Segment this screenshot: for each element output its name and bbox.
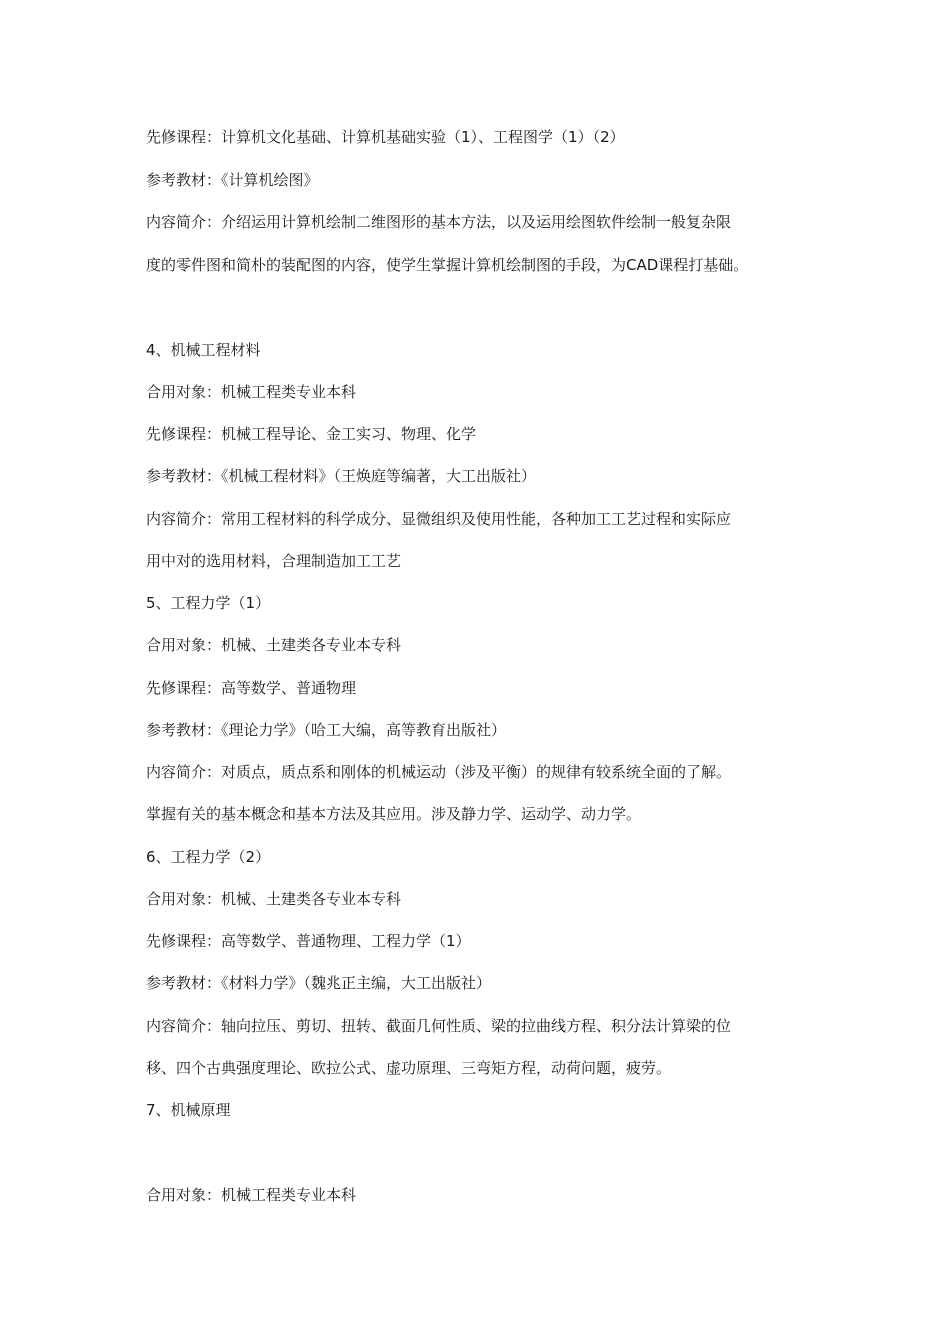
summary-continuation-line: 度的零件图和简朴的装配图的内容，使学生掌握计算机绘制图的手段，为CAD课程打基础。 xyxy=(146,256,749,274)
audience-line: 合用对象：机械、土建类各专业本专科 xyxy=(146,636,402,654)
textbook-line: 参考教材：《机械工程材料》（王焕庭等编著，大工出版社） xyxy=(146,467,537,485)
summary-line: 内容简介：对质点，质点系和刚体的机械运动（涉及平衡）的规律有较系统全面的了解。 xyxy=(146,763,732,781)
textbook-line: 参考教材：《计算机绘图》 xyxy=(146,171,319,189)
summary-line: 内容简介：常用工程材料的科学成分、显微组织及使用性能，各种加工工艺过程和实际应 xyxy=(146,510,732,528)
audience-line: 合用对象：机械工程类专业本科 xyxy=(146,383,357,401)
audience-line: 合用对象：机械工程类专业本科 xyxy=(146,1186,357,1204)
textbook-line: 参考教材：《材料力学》（魏兆正主编，大工出版社） xyxy=(146,974,492,992)
audience-line: 合用对象：机械、土建类各专业本专科 xyxy=(146,890,402,908)
course-heading: 7、机械原理 xyxy=(146,1101,231,1119)
prerequisite-line: 先修课程：计算机文化基础、计算机基础实验（1）、工程图学（1）（2） xyxy=(146,128,625,146)
summary-continuation-line: 移、四个古典强度理论、欧拉公式、虚功原理、三弯矩方程，动荷问题，疲劳。 xyxy=(146,1059,672,1077)
summary-continuation-line: 掌握有关的基本概念和基本方法及其应用。涉及静力学、运动学、动力学。 xyxy=(146,805,642,823)
summary-line: 内容简介：轴向拉压、剪切、扭转、截面几何性质、梁的拉曲线方程、积分法计算梁的位 xyxy=(146,1017,732,1035)
summary-line: 内容简介：介绍运用计算机绘制二维图形的基本方法，以及运用绘图软件绘制一般复杂限 xyxy=(146,213,732,231)
prerequisite-line: 先修课程：高等数学、普通物理、工程力学（1） xyxy=(146,932,471,950)
textbook-line: 参考教材：《理论力学》（哈工大编，高等教育出版社） xyxy=(146,721,507,739)
course-heading: 5、工程力学（1） xyxy=(146,594,271,612)
summary-continuation-line: 用中对的选用材料，合理制造加工工艺 xyxy=(146,552,402,570)
course-heading: 4、机械工程材料 xyxy=(146,341,261,359)
prerequisite-line: 先修课程：高等数学、普通物理 xyxy=(146,679,357,697)
prerequisite-line: 先修课程：机械工程导论、金工实习、物理、化学 xyxy=(146,425,477,443)
course-heading: 6、工程力学（2） xyxy=(146,848,271,866)
